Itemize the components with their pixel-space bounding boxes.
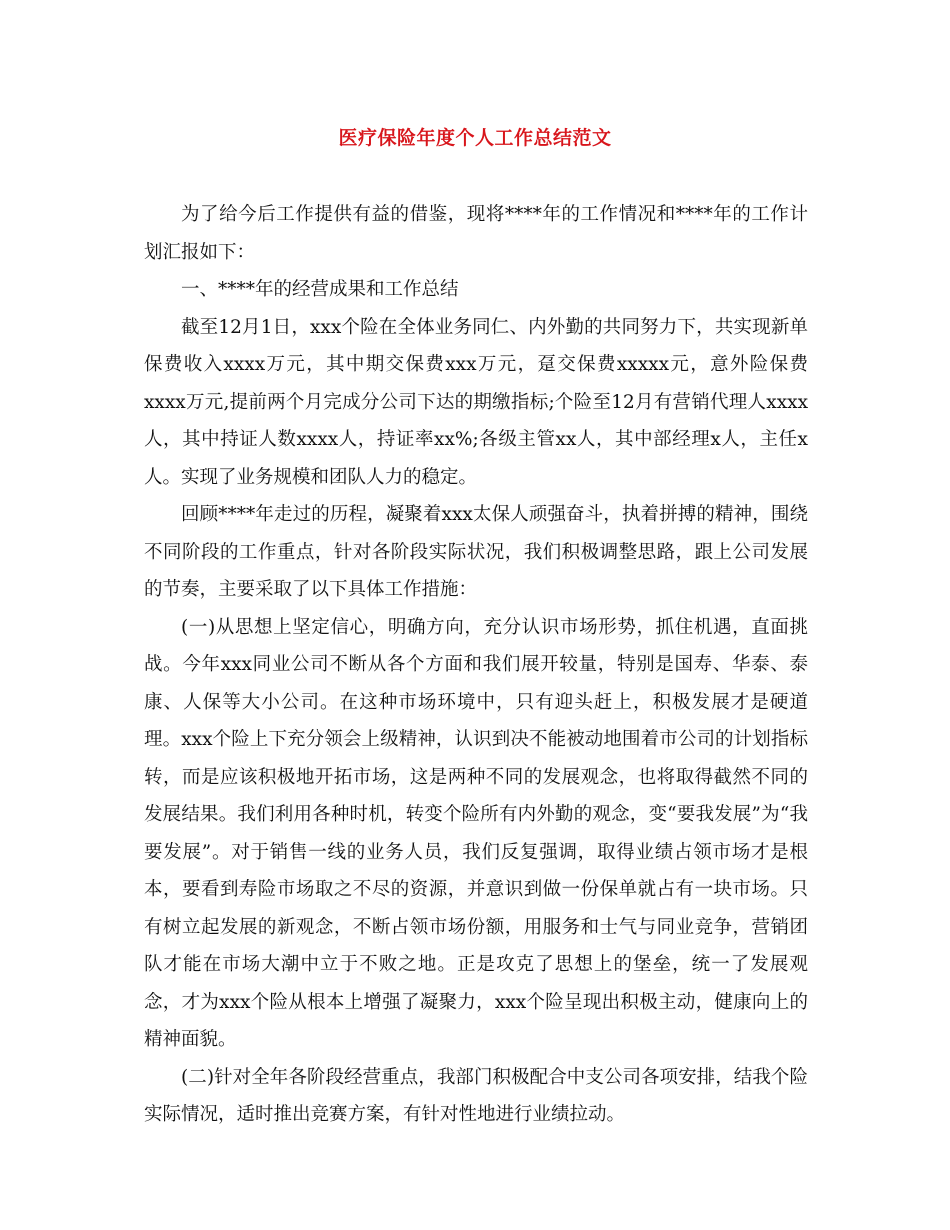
paragraph-review: 回顾****年走过的历程，凝聚着xxx太保人顽强奋斗，执着拼搏的精神，围绕不同阶段的工作重点，针对各阶段实际状况，我们积极调整思路，跟上公司发展的节奏，主要采取了以下具体工作措施： [144, 504, 808, 600]
section-heading-1: 一、****年的经营成果和工作总结 [181, 279, 459, 300]
paragraph-measure-1: (一)从思想上坚定信心，明确方向，充分认识市场形势，抓住机遇，直面挑战。今年xxx同业公司不断从各个方面和我们展开较量，特别是国寿、华泰、泰康、人保等大小公司。在这种市场环境中，只有迎头赶上，积极发展才是硬道理。xxx个险上下充分领会上级精神，认识到决不能被动地围着市公司的计划指标转，而是应该积极地开拓市场，这是两种不同的发展观念，也将取得截然不同的发展结果。我们利用各种时机，转变个险所有内外勤的观念，变“要我发展”为“我要发展”。对于销售一线的业务人员，我们反复强调，取得业绩占领市场才是根本，要看到寿险市场取之不尽的资源，并意识到做一份保单就占有一块市场。只有树立起发展的新观念，不断占领市场份额，用服务和士气与同业竞争，营销团队才能在市场大潮中立于不败之地。正是攻克了思想上的堡垒，统一了发展观念，才为xxx个险从根本上增强了凝聚力，xxx个险呈现出积极主动，健康向上的精神面貌。 [144, 616, 808, 1050]
document-title: 医疗保险年度个人工作总结范文 [338, 127, 612, 149]
document-body [144, 196, 808, 1134]
paragraph-measure-2: (二)针对全年各阶段经营重点，我部门积极配合中支公司各项安排，结我个险实际情况，适时推出竞赛方案，有针对性地进行业绩拉动。 [144, 1066, 808, 1125]
paragraph-results: 截至12月1日，xxx个险在全体业务同仁、内外勤的共同努力下，共实现新单保费收入xxxx万元，其中期交保费xxx万元，趸交保费xxxxx元，意外险保费xxxx万元,提前两个月完成分公司下达的期缴指标;个险至12月有营销代理人xxxx人，其中持证人数xxxx人，持证率xx%;各级主管xx人，其中部经理x人，主任x人。实现了业务规模和团队人力的稳定。 [144, 316, 808, 488]
paragraph-intro: 为了给今后工作提供有益的借鉴，现将****年的工作情况和****年的工作计划汇报如下： [144, 204, 808, 263]
